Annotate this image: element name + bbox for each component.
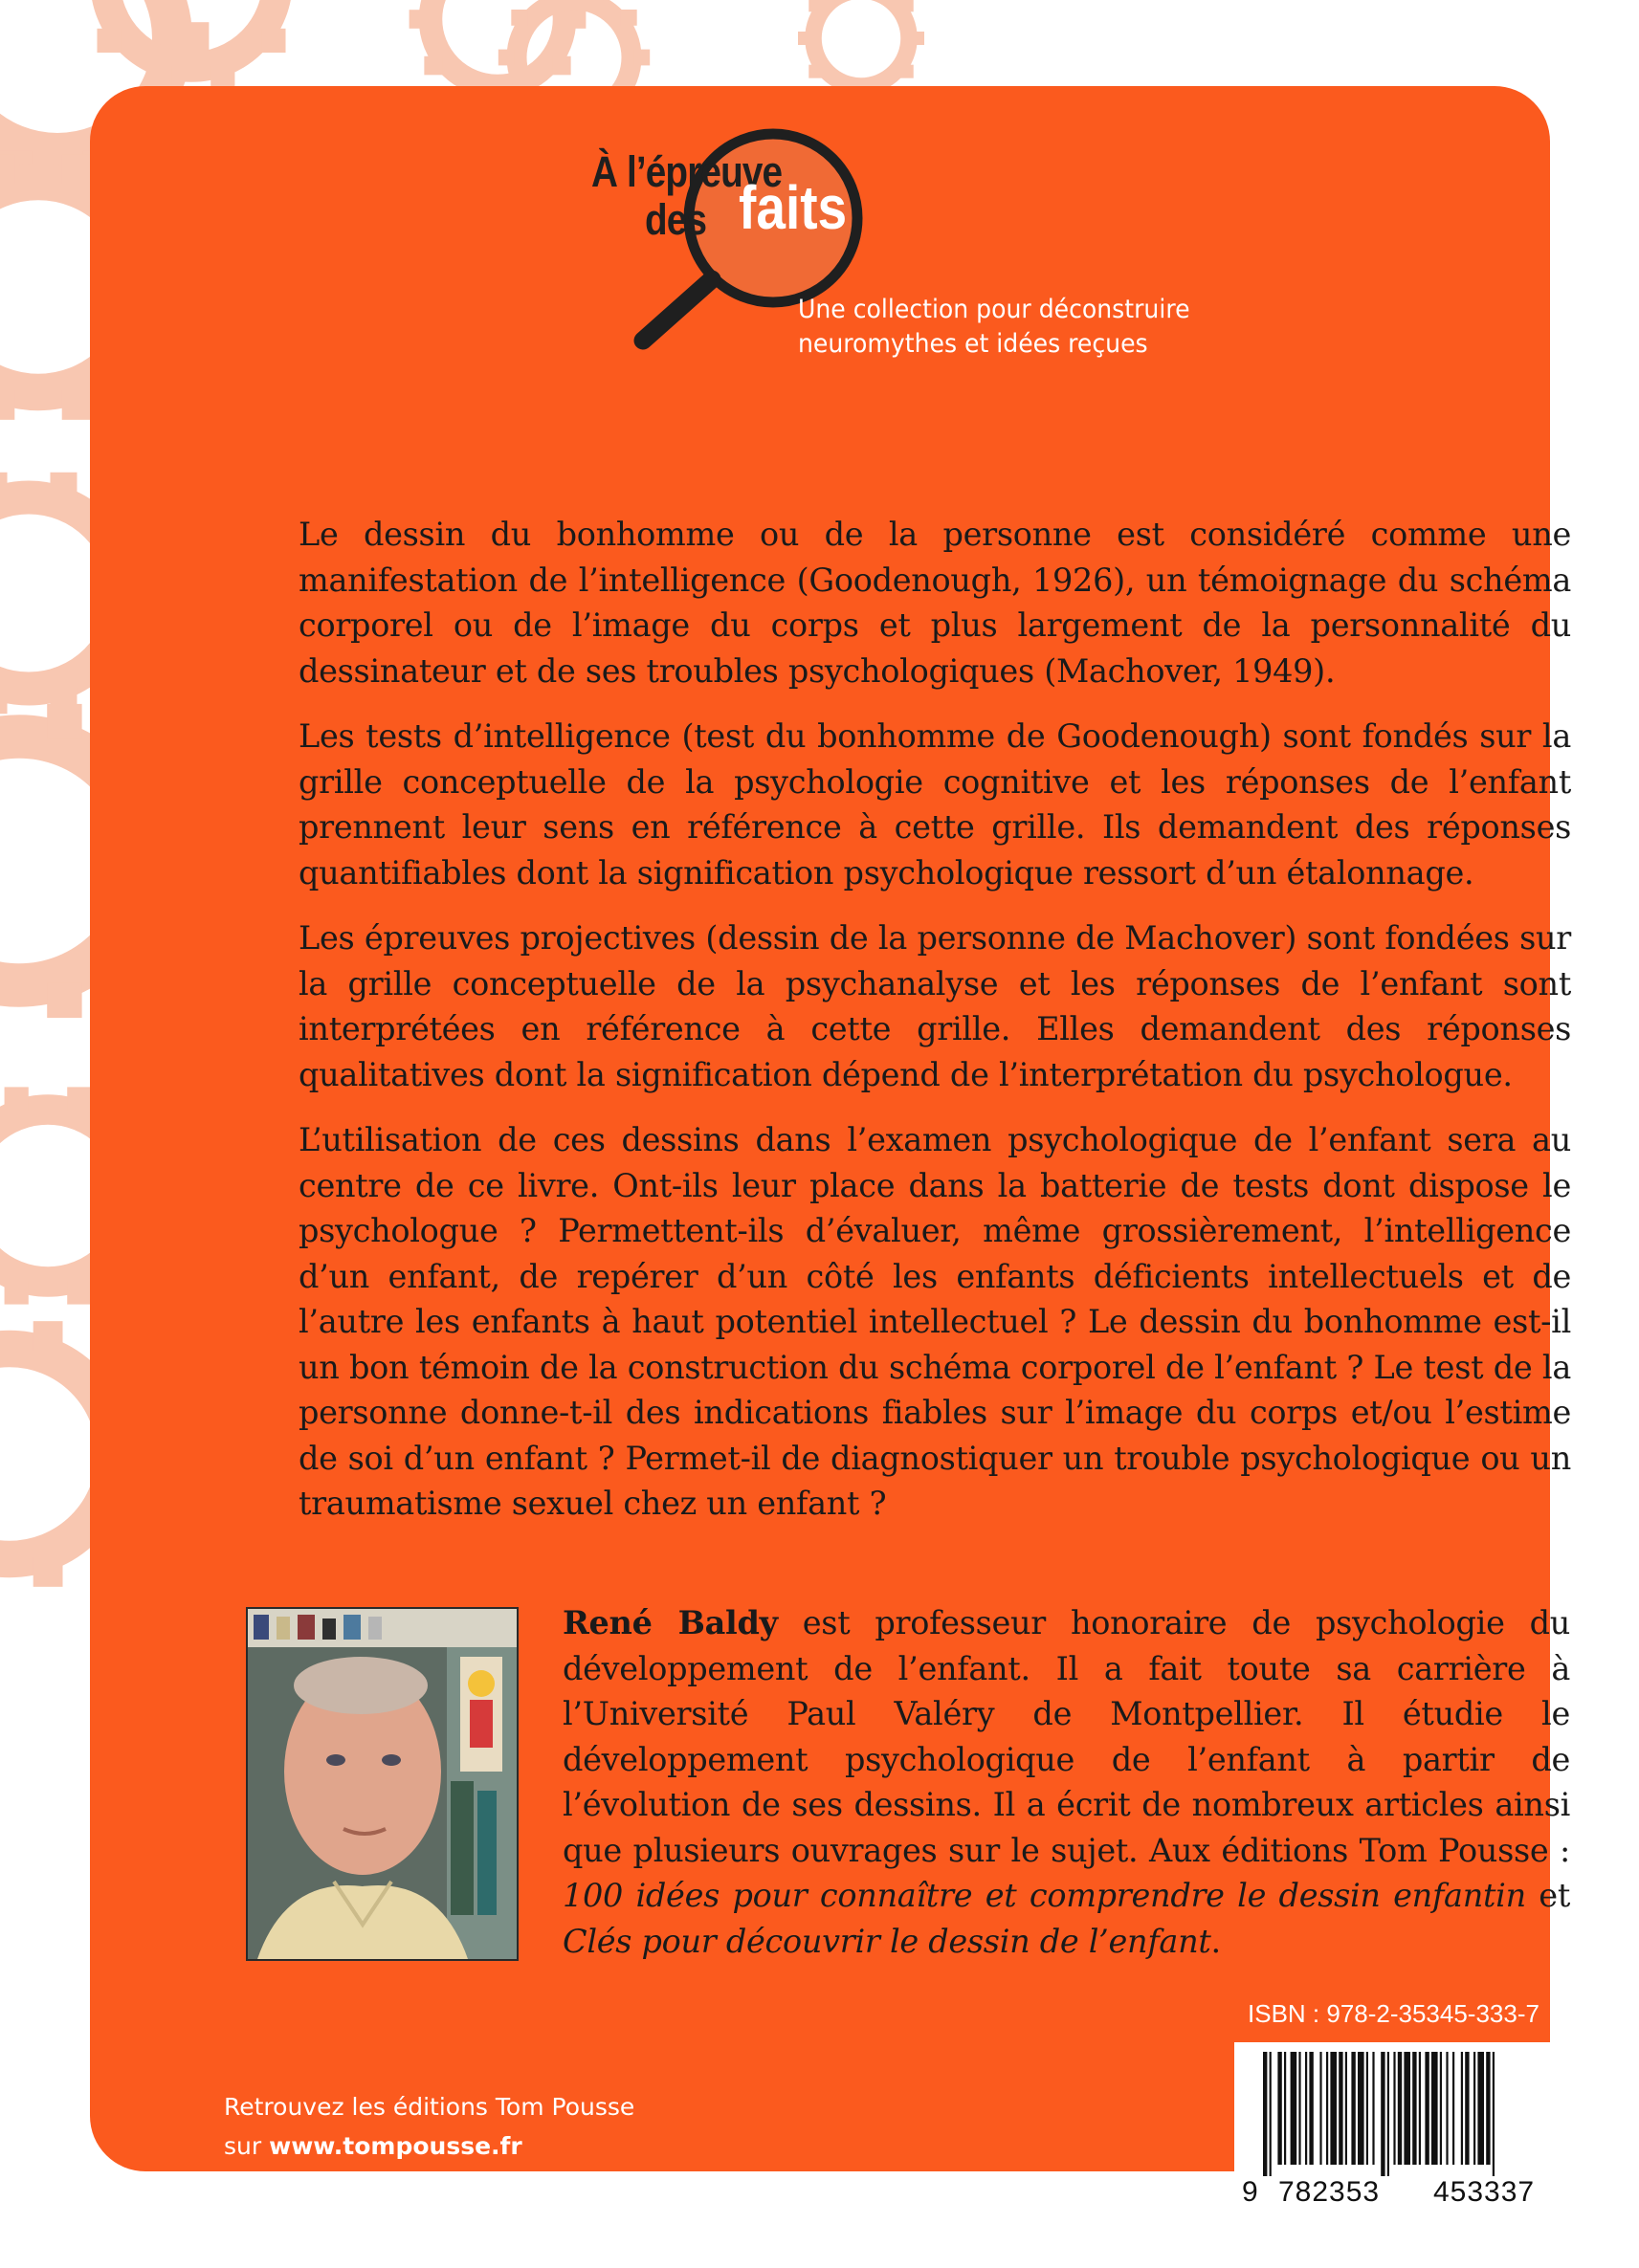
bio-end: . [1210, 1922, 1221, 1960]
barcode-bar [1291, 2052, 1297, 2165]
publisher-url[interactable]: www.tompousse.fr [269, 2132, 522, 2160]
footer-prefix: sur [224, 2132, 270, 2160]
barcode-bar [1473, 2052, 1475, 2165]
book-summary [299, 512, 1571, 1547]
barcode-bar [1393, 2052, 1395, 2165]
tagline-line-1: Une collection pour déconstruire [798, 295, 1190, 324]
book-title-2: Clés pour découvrir le dessin de l’enfant [563, 1922, 1211, 1960]
summary-paragraph: Les tests d’intelligence (test du bonhomme de Goodenough) sont fondés sur la grille conceptuelle de la psychologie cognitive et les réponses de l’enfant prennent leur sens en référence à cette grille. Ils demandent des réponses quantifiables dont la signification psychologique ressort d’un étalonnage. [299, 717, 1571, 892]
barcode-bar [1284, 2052, 1286, 2165]
author-bio-text: est professeur honoraire de psychologie du développement de l’enfant. Il a fait toute sa carrière à l’Université Paul Valéry de Montpellier. Il étudie le développement psychologique de l’enfant à partir de l’évolution de ses dessins. Il a écrit de nombreux articles ainsi que plusieurs ouvrages sur le sujet. Aux éditions Tom Pousse : [563, 1604, 1571, 1869]
barcode-bar [1461, 2052, 1463, 2165]
barcode-bar [1477, 2052, 1484, 2165]
summary-paragraph: Les épreuves projectives (dessin de la personne de Machover) sont fondées sur la grille conceptuelle de la psychanalyse et les réponses de l’enfant sont interprétées en référence à cette grille. Elles demandent des réponses qualitatives dont la signification dépend de l’interprétation du psychologue. [299, 919, 1571, 1093]
author-name: René Baldy [563, 1604, 778, 1641]
barcode-bar [1326, 2052, 1328, 2165]
barcode-bar [1452, 2052, 1454, 2165]
barcode-bar [1446, 2052, 1448, 2165]
barcode-group-2: 453337 [1433, 2176, 1536, 2208]
book-title-1: 100 idées pour connaître et comprendre le dessin enfantin [563, 1877, 1526, 1914]
barcode-bar [1465, 2052, 1469, 2165]
barcode-bar [1398, 2052, 1402, 2165]
barcode-bar [1387, 2052, 1389, 2176]
barcode-bar [1358, 2052, 1364, 2165]
gear-shape [798, 0, 924, 99]
barcode-bar [1431, 2052, 1438, 2165]
footer-line-1: Retrouvez les éditions Tom Pousse [224, 2093, 635, 2121]
barcode-bar [1305, 2052, 1307, 2165]
barcode-bar [1419, 2052, 1421, 2165]
barcode-group-1: 782353 [1278, 2176, 1381, 2208]
barcode-bar [1486, 2052, 1490, 2165]
barcode-bar [1270, 2052, 1272, 2176]
collection-tagline [798, 293, 1190, 362]
barcode-bar [1425, 2052, 1429, 2165]
barcode-bar [1277, 2052, 1281, 2165]
barcode-bar [1319, 2052, 1321, 2165]
footer-line-2 [224, 2126, 634, 2166]
barcode-bar [1330, 2052, 1337, 2165]
barcode-bar [1381, 2052, 1384, 2176]
barcode-bar [1440, 2052, 1442, 2165]
barcode-bar [1263, 2052, 1267, 2176]
barcode-bar [1351, 2052, 1355, 2165]
summary-paragraph: Le dessin du bonhomme ou de la personne est considéré comme une manifestation de l’intelligence (Goodenough, 1926), un témoignage du schéma corporel ou de l’image du corps et plus largement de la personnalité du dessinateur et de ses troubles psychologiques (Machover, 1949). [299, 516, 1571, 690]
barcode-bar [1298, 2052, 1300, 2165]
barcode-bar [1366, 2052, 1368, 2165]
barcode-bar [1412, 2052, 1416, 2165]
collection-logo [568, 105, 1257, 421]
back-cover-panel [90, 86, 1571, 2218]
logo-line-2: des [645, 195, 707, 244]
barcode [1234, 2042, 1583, 2216]
barcode-bar [1339, 2052, 1342, 2165]
summary-paragraph: L’utilisation de ces dessins dans l’examen psychologique de l’enfant sera au centre de ce livre. Ont-ils leur place dans la batterie de tests dont dispose le psychologue ? Permettent-ils d’évaluer, même grossièrement, l’intelligence d’un enfant, de repérer d’un côté les enfants déficients intellectuels et de l’autre les enfants à haut potentiel intellectuel ? Le dessin du bonhomme est-il un bon témoin de la construction du schéma corporel de l’enfant ? Le test de la personne donne-t-il des indications fiables sur l’image du corps et/ou l’estime de soi d’un enfant ? Permet-il de diagnostiquer un trouble psychologique ou un traumatisme sexuel chez un enfant ? [299, 1121, 1571, 1522]
barcode-bar [1404, 2052, 1410, 2165]
logo-line-1: À l’épreuve [591, 147, 783, 196]
barcode-digit-first: 9 [1242, 2176, 1259, 2208]
logo-line-3: faits [739, 173, 848, 242]
publisher-footer [224, 2087, 634, 2166]
barcode-bar [1345, 2052, 1347, 2165]
isbn-label: ISBN : 978-2-35345-333-7 [1248, 1999, 1539, 2028]
barcode-bar [1372, 2052, 1374, 2165]
price-label: Prix : 21 € [224, 2191, 345, 2218]
tagline-line-2: neuromythes et idées reçues [798, 329, 1148, 359]
barcode-bar [1309, 2052, 1313, 2165]
bio-connector: et [1525, 1877, 1570, 1914]
author-bio [563, 1600, 1570, 1964]
author-photo [246, 1607, 519, 1961]
barcode-bar [1493, 2052, 1495, 2176]
